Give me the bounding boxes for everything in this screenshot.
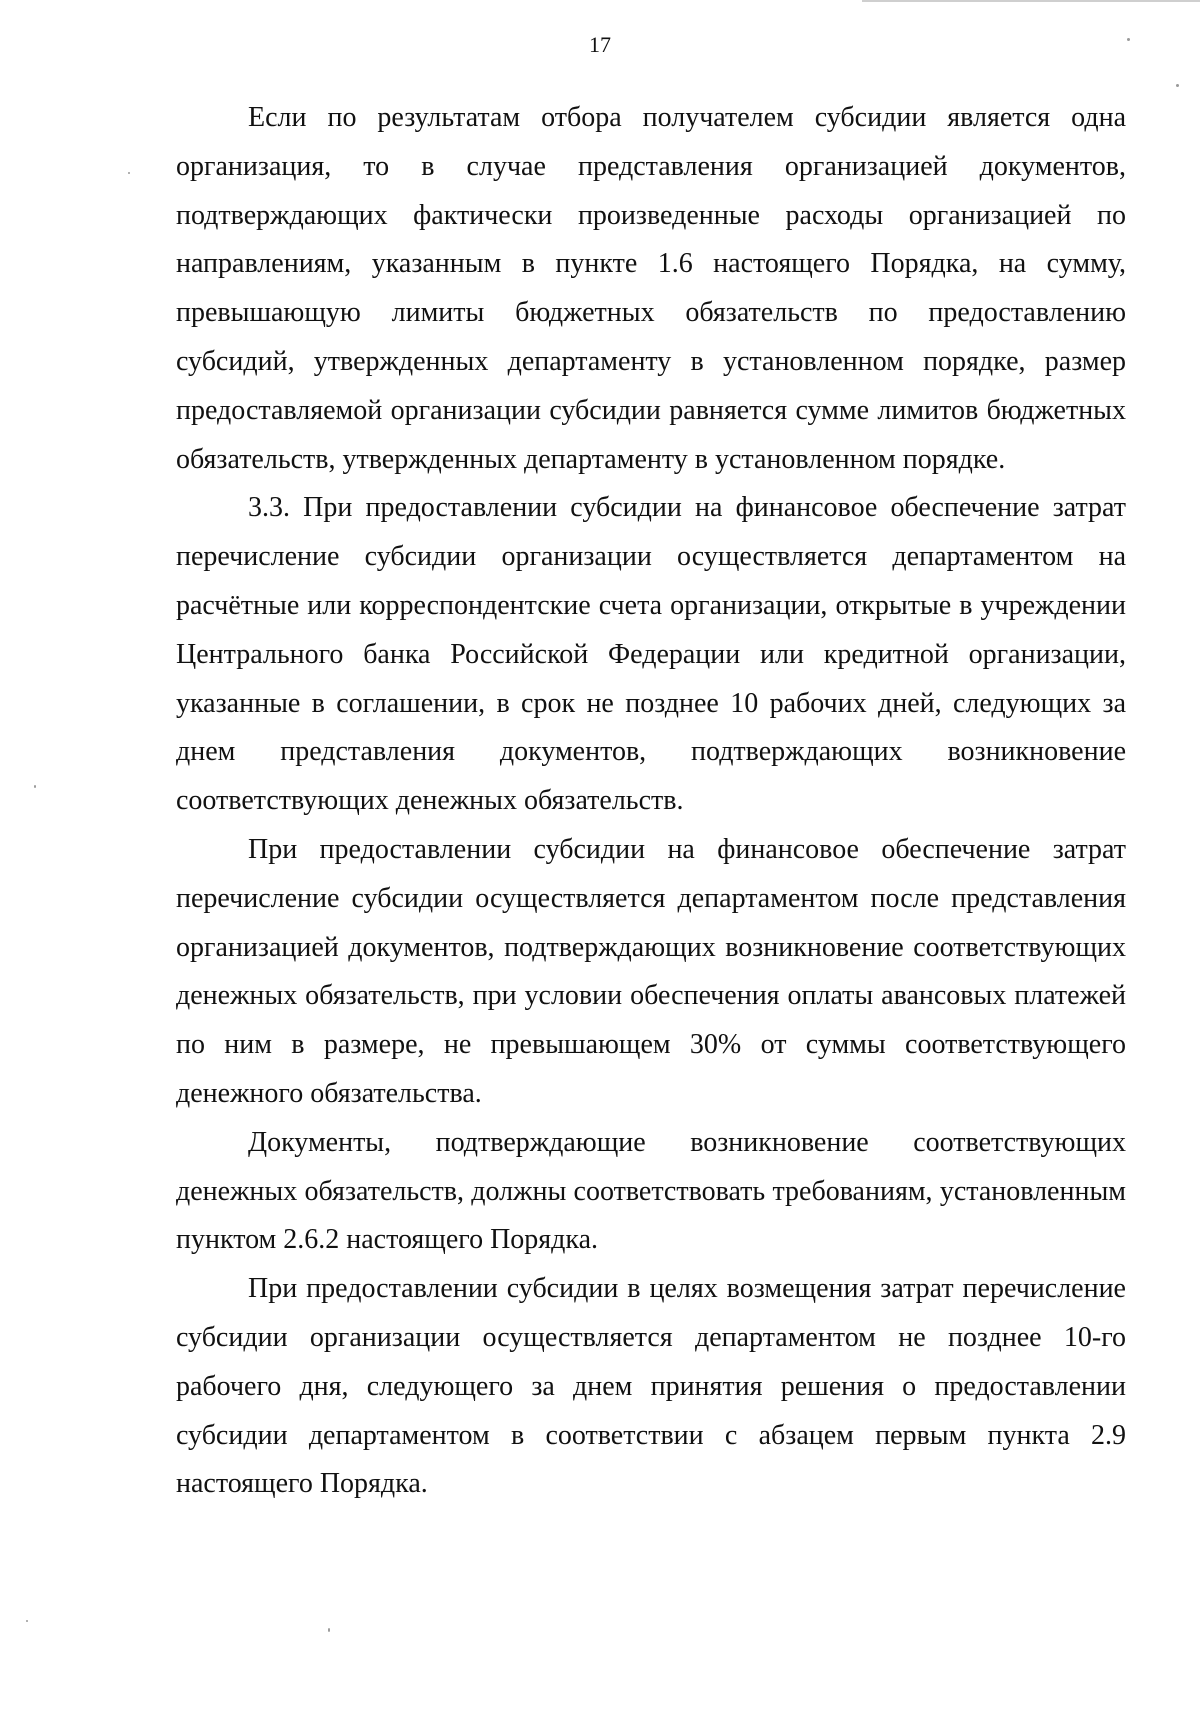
paragraph-single-recipient: Если по результатам отбора получателем субсидии является одна организация, то в случае представления организацией документов, подтверждающих фактически произведенные расходы организацией по направлениям, указанным в пункте 1.6 настоящего Порядка, на сумму, превышающую лимиты бюджетных обязательств по предоставлению субсидий, утвержденных департаменту в установленном порядке, размер предоставляемой организации субсидии равняется сумме лимитов бюджетных обязательств, утвержденных департаменту в установленном порядке. <box>176 102 1126 475</box>
scan-speck <box>34 785 36 788</box>
paragraph-advance-payments: При предоставлении субсидии на финансовое обеспечение затрат перечисление субсидии осуществляется департаментом после представления организацией документов, подтверждающих возникновение соответствующих денежных обязательств, при условии обеспечения оплаты авансовых платежей по ним в размере, не превышающем 30% от суммы соответствующего денежного обязательства. <box>176 833 1126 1109</box>
paragraph-documents-requirements: Документы, подтверждающие возникновение соответствующих денежных обязательств, должны соответствовать требованиям, установленным пунктом 2.6.2 настоящего Порядка. <box>176 1126 1126 1256</box>
scan-speck <box>328 1628 330 1632</box>
paragraph-reimbursement: При предоставлении субсидии в целях возмещения затрат перечисление субсидии организации осуществляется департаментом не позднее 10-го рабочего дня, следующего за днем принятия решения о предоставлении субсидии департаментом в соответствии с абзацем первым пункта 2.9 настоящего Порядка. <box>176 1273 1126 1500</box>
top-edge-line <box>862 0 1200 2</box>
document-body <box>176 94 1126 1509</box>
page-number: 17 <box>589 32 611 57</box>
scan-speck <box>1176 84 1179 87</box>
scan-speck <box>26 1620 28 1622</box>
paragraph-3-3-transfer: 3.3. При предоставлении субсидии на финансовое обеспечение затрат перечисление субсидии организации осуществляется департаментом на расчётные или корреспондентские счета организации, открытые в учреждении Центрального банка Российской Федерации или кредитной организации, указанные в соглашении, в срок не позднее 10 рабочих дней, следующих за днем представления документов, подтверждающих возникновение соответствующих денежных обязательств. <box>176 492 1126 817</box>
scan-speck <box>128 172 130 174</box>
scan-speck <box>1127 38 1130 41</box>
